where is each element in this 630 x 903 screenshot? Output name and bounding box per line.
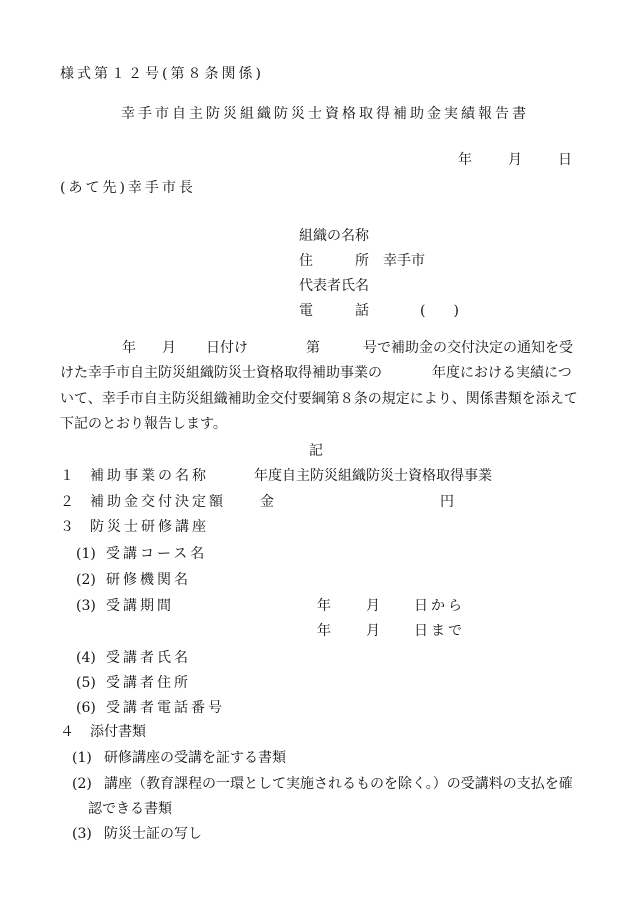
address-value: 幸手市 [383,253,425,269]
form-number: 様式第１２号(第８条関係) [60,66,264,82]
attach-3-text: 防災士証の写し [104,826,202,842]
item-3-label: 防災士研修講座 [90,519,209,535]
date-month-label: 月 [508,152,522,168]
item-1-label: 補助事業の名称 [90,468,209,484]
sub-3-number: (3) [76,598,96,614]
body-line-4: 下記のとおり報告します。 [60,416,227,432]
item-1-number: １ [60,468,74,484]
attach-2-text-2: 認できる書類 [88,801,172,817]
document-title: 幸手市自主防災組織防災士資格取得補助金実績報告書 [121,106,529,122]
body-line-2-post: 年度における実績につ [432,365,572,381]
period-until-month: 月 [366,623,380,639]
body-day: 日付け [206,340,248,356]
item-2-yen: 円 [440,494,454,510]
attach-1-number: (1) [72,750,92,766]
body-dai: 第 [306,340,320,356]
addressee: (あて先)幸手市長 [60,180,196,196]
sub-1-label: 受講コース名 [106,546,208,562]
attach-2-number: (2) [72,776,92,792]
representative-label: 代表者氏名 [299,278,369,294]
item-2-number: ２ [60,494,74,510]
address-label-1: 住 [299,253,313,269]
ki-heading: 記 [309,443,323,459]
body-year: 年 [122,340,136,356]
phone-parentheses: ( ) [420,303,459,319]
period-from-year: 年 [317,598,331,614]
sub-5-number: (5) [76,675,96,691]
org-name-label: 組織の名称 [299,228,369,244]
body-line-2-pre: けた幸手市自主防災組織防災士資格取得補助事業の [60,365,382,381]
item-2-kin: 金 [260,494,274,510]
sub-2-label: 研修機関名 [106,572,191,588]
sub-3-label: 受講期間 [106,598,174,614]
phone-label-1: 電 [299,303,313,319]
period-from-month: 月 [366,598,380,614]
sub-6-label: 受講者電話番号 [106,700,225,716]
body-line-1-rest: 号で補助金の交付決定の通知を受 [363,340,573,356]
date-year-label: 年 [458,152,472,168]
attach-3-number: (3) [72,826,92,842]
attach-1-text: 研修講座の受講を証する書類 [104,750,286,766]
item-4-number: ４ [60,724,74,740]
sub-2-number: (2) [76,572,96,588]
item-1-value: 年度自主防災組織防災士資格取得事業 [254,468,492,484]
address-label-2: 所 [355,253,369,269]
sub-1-number: (1) [76,546,96,562]
sub-4-number: (4) [76,650,96,666]
item-2-label: 補助金交付決定額 [90,494,226,510]
body-line-3: いて、幸手市自主防災組織補助金交付要綱第８条の規定により、関係書類を添えて [60,391,578,407]
period-until-day: 日まで [414,623,465,639]
sub-4-label: 受講者氏名 [106,650,191,666]
period-until-year: 年 [317,623,331,639]
sub-5-label: 受講者住所 [106,675,191,691]
item-4-label: 添付書類 [90,724,146,740]
phone-label-2: 話 [355,303,369,319]
attach-2-text-1: 講座（教育課程の一環として実施されるものを除く。）の受講料の支払を確 [104,776,573,792]
date-day-label: 日 [558,152,572,168]
period-from-day: 日から [414,598,465,614]
sub-6-number: (6) [76,700,96,716]
body-month: 月 [162,340,176,356]
item-3-number: ３ [60,519,74,535]
